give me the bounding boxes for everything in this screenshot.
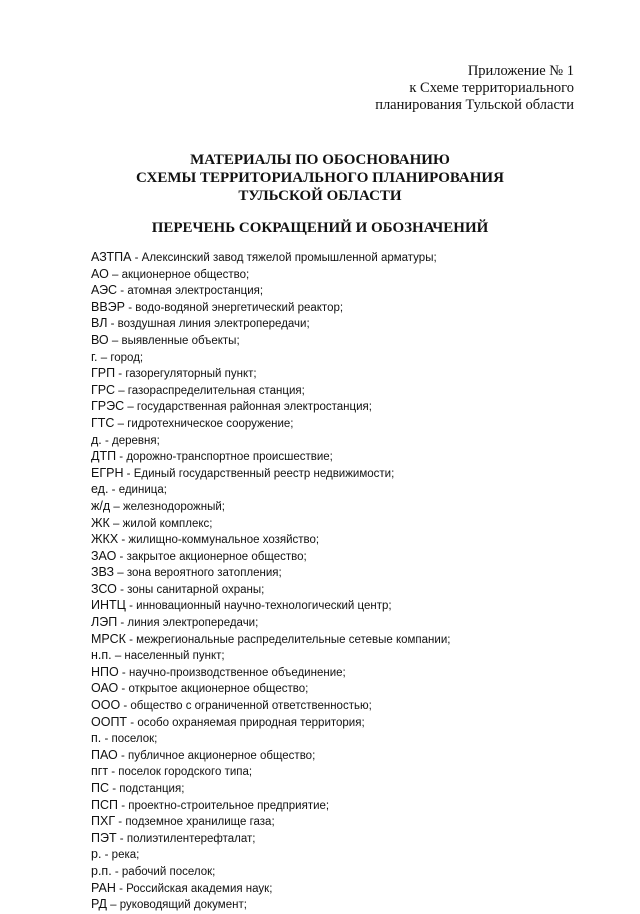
abbreviation-term: ДТП [91, 449, 117, 464]
list-item [91, 433, 450, 450]
title-line-3: ТУЛЬСКОЙ ОБЛАСТИ [238, 188, 402, 204]
abbreviation-term: ОАО [91, 681, 119, 696]
abbreviation-separator: - [127, 716, 138, 729]
abbreviation-separator: - [118, 534, 129, 547]
abbreviation-separator: – [108, 268, 122, 281]
list-item [91, 864, 450, 881]
abbreviation-separator: - [116, 832, 127, 845]
abbreviation-term: ЕГРН [91, 465, 124, 480]
abbreviation-term: ГРП [91, 366, 116, 381]
abbreviation-separator: – [124, 401, 137, 414]
abbreviation-definition: деревня; [112, 434, 160, 447]
list-item [91, 565, 450, 582]
abbreviation-term: ВЛ [91, 316, 108, 331]
abbreviation-separator: - [116, 583, 128, 596]
abbreviation-term: ПАО [91, 747, 118, 762]
list-item [91, 532, 450, 549]
appendix-line-3: планирования Тульской области [375, 97, 574, 113]
abbreviation-separator: - [115, 882, 127, 895]
abbreviation-definition: межрегиональные распределительные сетевые компании; [136, 633, 451, 646]
list-item [91, 366, 450, 383]
abbreviation-list [91, 250, 450, 914]
abbreviation-definition: закрытое акционерное общество; [126, 550, 307, 563]
appendix-line-2: к Схеме территориального [409, 80, 574, 96]
abbreviation-definition: дорожно-транспортное происшествие; [126, 451, 333, 464]
abbreviation-term: МРСК [91, 631, 126, 646]
list-item [91, 615, 450, 632]
abbreviation-separator: - [115, 816, 126, 829]
list-item [91, 333, 450, 350]
abbreviation-term: ЗВЗ [91, 565, 115, 580]
abbreviation-term: пгт [91, 764, 109, 779]
abbreviation-definition: акционерное общество; [121, 268, 250, 281]
list-item [91, 665, 450, 682]
list-item [91, 350, 450, 367]
list-item [91, 881, 450, 898]
abbreviation-definition: подстанция; [119, 783, 185, 795]
abbreviation-term: ВВЭР [91, 299, 125, 314]
list-item [91, 681, 450, 698]
abbreviation-term: ЖКХ [91, 532, 119, 547]
document-title [0, 151, 640, 205]
abbreviation-separator: – [114, 417, 128, 430]
abbreviation-term: АЭС [91, 283, 118, 298]
abbreviation-definition: открытое акционерное общество; [128, 683, 309, 696]
abbreviation-definition: водо-водяной энергетический реактор; [135, 301, 344, 314]
list-item [91, 316, 450, 333]
abbreviation-definition: единица; [118, 484, 167, 497]
abbreviation-definition: особо охраняемая природная территория; [137, 716, 365, 729]
list-item [91, 698, 450, 715]
abbreviation-separator: - [117, 617, 128, 630]
abbreviation-definition: Единый государственный реестр недвижимости; [133, 467, 395, 480]
list-item [91, 449, 450, 466]
abbreviation-term: РАН [91, 880, 116, 895]
abbreviation-definition: рабочий поселок; [121, 865, 216, 878]
abbreviation-separator: - [107, 318, 118, 331]
list-item [91, 466, 450, 483]
abbreviation-term: ж/д [91, 498, 111, 513]
abbreviation-definition: научно-производственное объединение; [128, 666, 346, 679]
abbreviation-definition: жилищно-коммунальное хозяйство; [128, 534, 320, 547]
abbreviation-term: НПО [91, 664, 119, 679]
abbreviation-separator: – [114, 567, 127, 580]
abbreviation-definition: воздушная линия электропередачи; [117, 318, 310, 331]
list-item [91, 283, 450, 300]
list-item [91, 482, 450, 499]
abbreviation-definition: город; [110, 351, 144, 364]
list-item [91, 399, 450, 416]
list-item [91, 383, 450, 400]
abbreviation-definition: подземное хранилище газа; [125, 816, 275, 829]
abbreviation-term: п. [91, 731, 102, 746]
abbreviation-term: ПЭТ [91, 830, 117, 845]
abbreviation-separator: – [115, 384, 128, 397]
abbreviation-term: ЗСО [91, 581, 117, 596]
list-item [91, 831, 450, 848]
abbreviation-definition: линия электропередачи; [127, 617, 259, 630]
abbreviation-term: р. [91, 847, 102, 862]
abbreviation-definition: инновационный научно-технологический центр; [136, 600, 392, 613]
abbreviation-separator: - [120, 700, 131, 713]
list-item [91, 300, 450, 317]
abbreviation-separator: - [118, 683, 129, 696]
abbreviation-separator: - [118, 799, 129, 812]
list-item [91, 748, 450, 765]
abbreviation-separator: – [109, 517, 123, 530]
abbreviation-separator: - [131, 252, 142, 264]
abbreviation-definition: жилой комплекс; [122, 517, 213, 530]
abbreviation-separator: - [108, 766, 119, 779]
abbreviation-separator: - [125, 301, 136, 314]
list-item [91, 582, 450, 599]
list-item [91, 814, 450, 831]
list-item [91, 781, 450, 798]
list-item [91, 715, 450, 732]
abbreviation-definition: зоны санитарной охраны; [127, 583, 265, 596]
abbreviation-separator: - [117, 285, 128, 298]
abbreviation-definition: проектно-строительное предприятие; [128, 799, 330, 812]
abbreviation-separator: - [118, 666, 129, 679]
abbreviation-separator: - [116, 451, 127, 464]
abbreviation-term: ГТС [91, 415, 115, 430]
abbreviation-separator: - [101, 849, 112, 862]
abbreviation-separator: - [109, 783, 120, 795]
abbreviation-term: д. [91, 432, 102, 447]
abbreviation-separator: – [111, 650, 125, 663]
abbreviation-term: р.п. [91, 863, 112, 878]
abbreviation-definition: руководящий документ; [119, 899, 247, 912]
appendix-line-1: Приложение № 1 [467, 63, 574, 79]
abbreviation-definition: полиэтилентерефталат; [126, 832, 256, 845]
abbreviation-definition: государственная районная электростанция; [136, 401, 372, 414]
abbreviation-definition: газораспределительная станция; [127, 384, 305, 397]
abbreviation-definition: река; [111, 849, 140, 862]
list-item [91, 549, 450, 566]
abbreviation-term: ИНТЦ [91, 598, 126, 613]
abbreviation-term: н.п. [91, 648, 112, 663]
list-item [91, 516, 450, 533]
abbreviation-term: ПС [91, 781, 110, 795]
abbreviation-definition: поселок; [111, 733, 158, 746]
abbreviation-term: РД [91, 897, 107, 912]
abbreviation-term: ед. [91, 482, 109, 497]
abbreviation-term: ГРЭС [91, 399, 125, 414]
abbreviation-term: ЗАО [91, 548, 117, 563]
abbreviation-separator: - [123, 467, 134, 480]
abbreviation-term: ГРС [91, 382, 115, 397]
list-item [91, 798, 450, 815]
abbreviation-separator: – [97, 351, 111, 364]
abbreviation-definition: атомная электростанция; [127, 285, 264, 298]
abbreviation-definition: железнодорожный; [122, 500, 225, 513]
abbreviation-separator: – [110, 500, 123, 513]
abbreviation-separator: - [116, 550, 127, 563]
list-item [91, 267, 450, 284]
abbreviation-separator: – [108, 334, 122, 347]
abbreviation-definition: публичное акционерное общество; [128, 749, 316, 762]
abbreviation-term: ПХГ [91, 814, 116, 829]
list-item [91, 598, 450, 615]
abbreviation-separator: - [108, 484, 119, 497]
list-item [91, 648, 450, 665]
abbreviation-term: АЗТПА [91, 250, 132, 264]
list-item [91, 764, 450, 781]
abbreviation-separator: - [125, 600, 137, 613]
abbreviation-term: АО [91, 266, 109, 281]
list-item [91, 416, 450, 433]
abbreviation-definition: Российская академия наук; [126, 882, 273, 895]
abbreviation-separator: - [115, 368, 126, 381]
abbreviation-definition: газорегуляторный пункт; [125, 368, 257, 381]
abbreviation-term: ПСП [91, 797, 118, 812]
abbreviation-separator: - [101, 434, 113, 447]
abbreviation-separator: - [117, 749, 129, 762]
abbreviation-definition: поселок городского типа; [118, 766, 253, 779]
title-line-2: СХЕМЫ ТЕРРИТОРИАЛЬНОГО ПЛАНИРОВАНИЯ [136, 170, 504, 186]
abbreviation-definition: зона вероятного затопления; [126, 567, 282, 580]
abbreviation-definition: выявленные объекты; [121, 334, 240, 347]
abbreviation-definition: гидротехническое сооружение; [127, 417, 294, 430]
abbreviation-definition: Алексинский завод тяжелой промышленной арматуры; [141, 252, 437, 264]
list-item [91, 731, 450, 748]
appendix-note [375, 63, 574, 114]
abbreviation-definition: общество с ограниченной ответственностью; [130, 700, 372, 713]
abbreviation-term: ВО [91, 332, 109, 347]
list-item [91, 499, 450, 516]
abbreviation-definition: населенный пункт; [124, 650, 225, 663]
abbreviation-separator: – [106, 899, 120, 912]
abbreviation-term: ООО [91, 698, 121, 713]
list-item [91, 250, 450, 267]
abbreviation-term: г. [91, 349, 98, 364]
abbreviation-separator: - [125, 633, 137, 646]
abbreviation-separator: - [101, 733, 112, 746]
abbreviation-separator: - [111, 865, 122, 878]
list-item [91, 632, 450, 649]
abbreviation-term: ЖК [91, 515, 110, 530]
section-heading: ПЕРЕЧЕНЬ СОКРАЩЕНИЙ И ОБОЗНАЧЕНИЙ [151, 220, 489, 236]
list-item [91, 847, 450, 864]
title-line-1: МАТЕРИАЛЫ ПО ОБОСНОВАНИЮ [190, 152, 450, 168]
list-item [91, 897, 450, 914]
abbreviation-term: ООПТ [91, 714, 128, 729]
abbreviation-term: ЛЭП [91, 615, 118, 630]
